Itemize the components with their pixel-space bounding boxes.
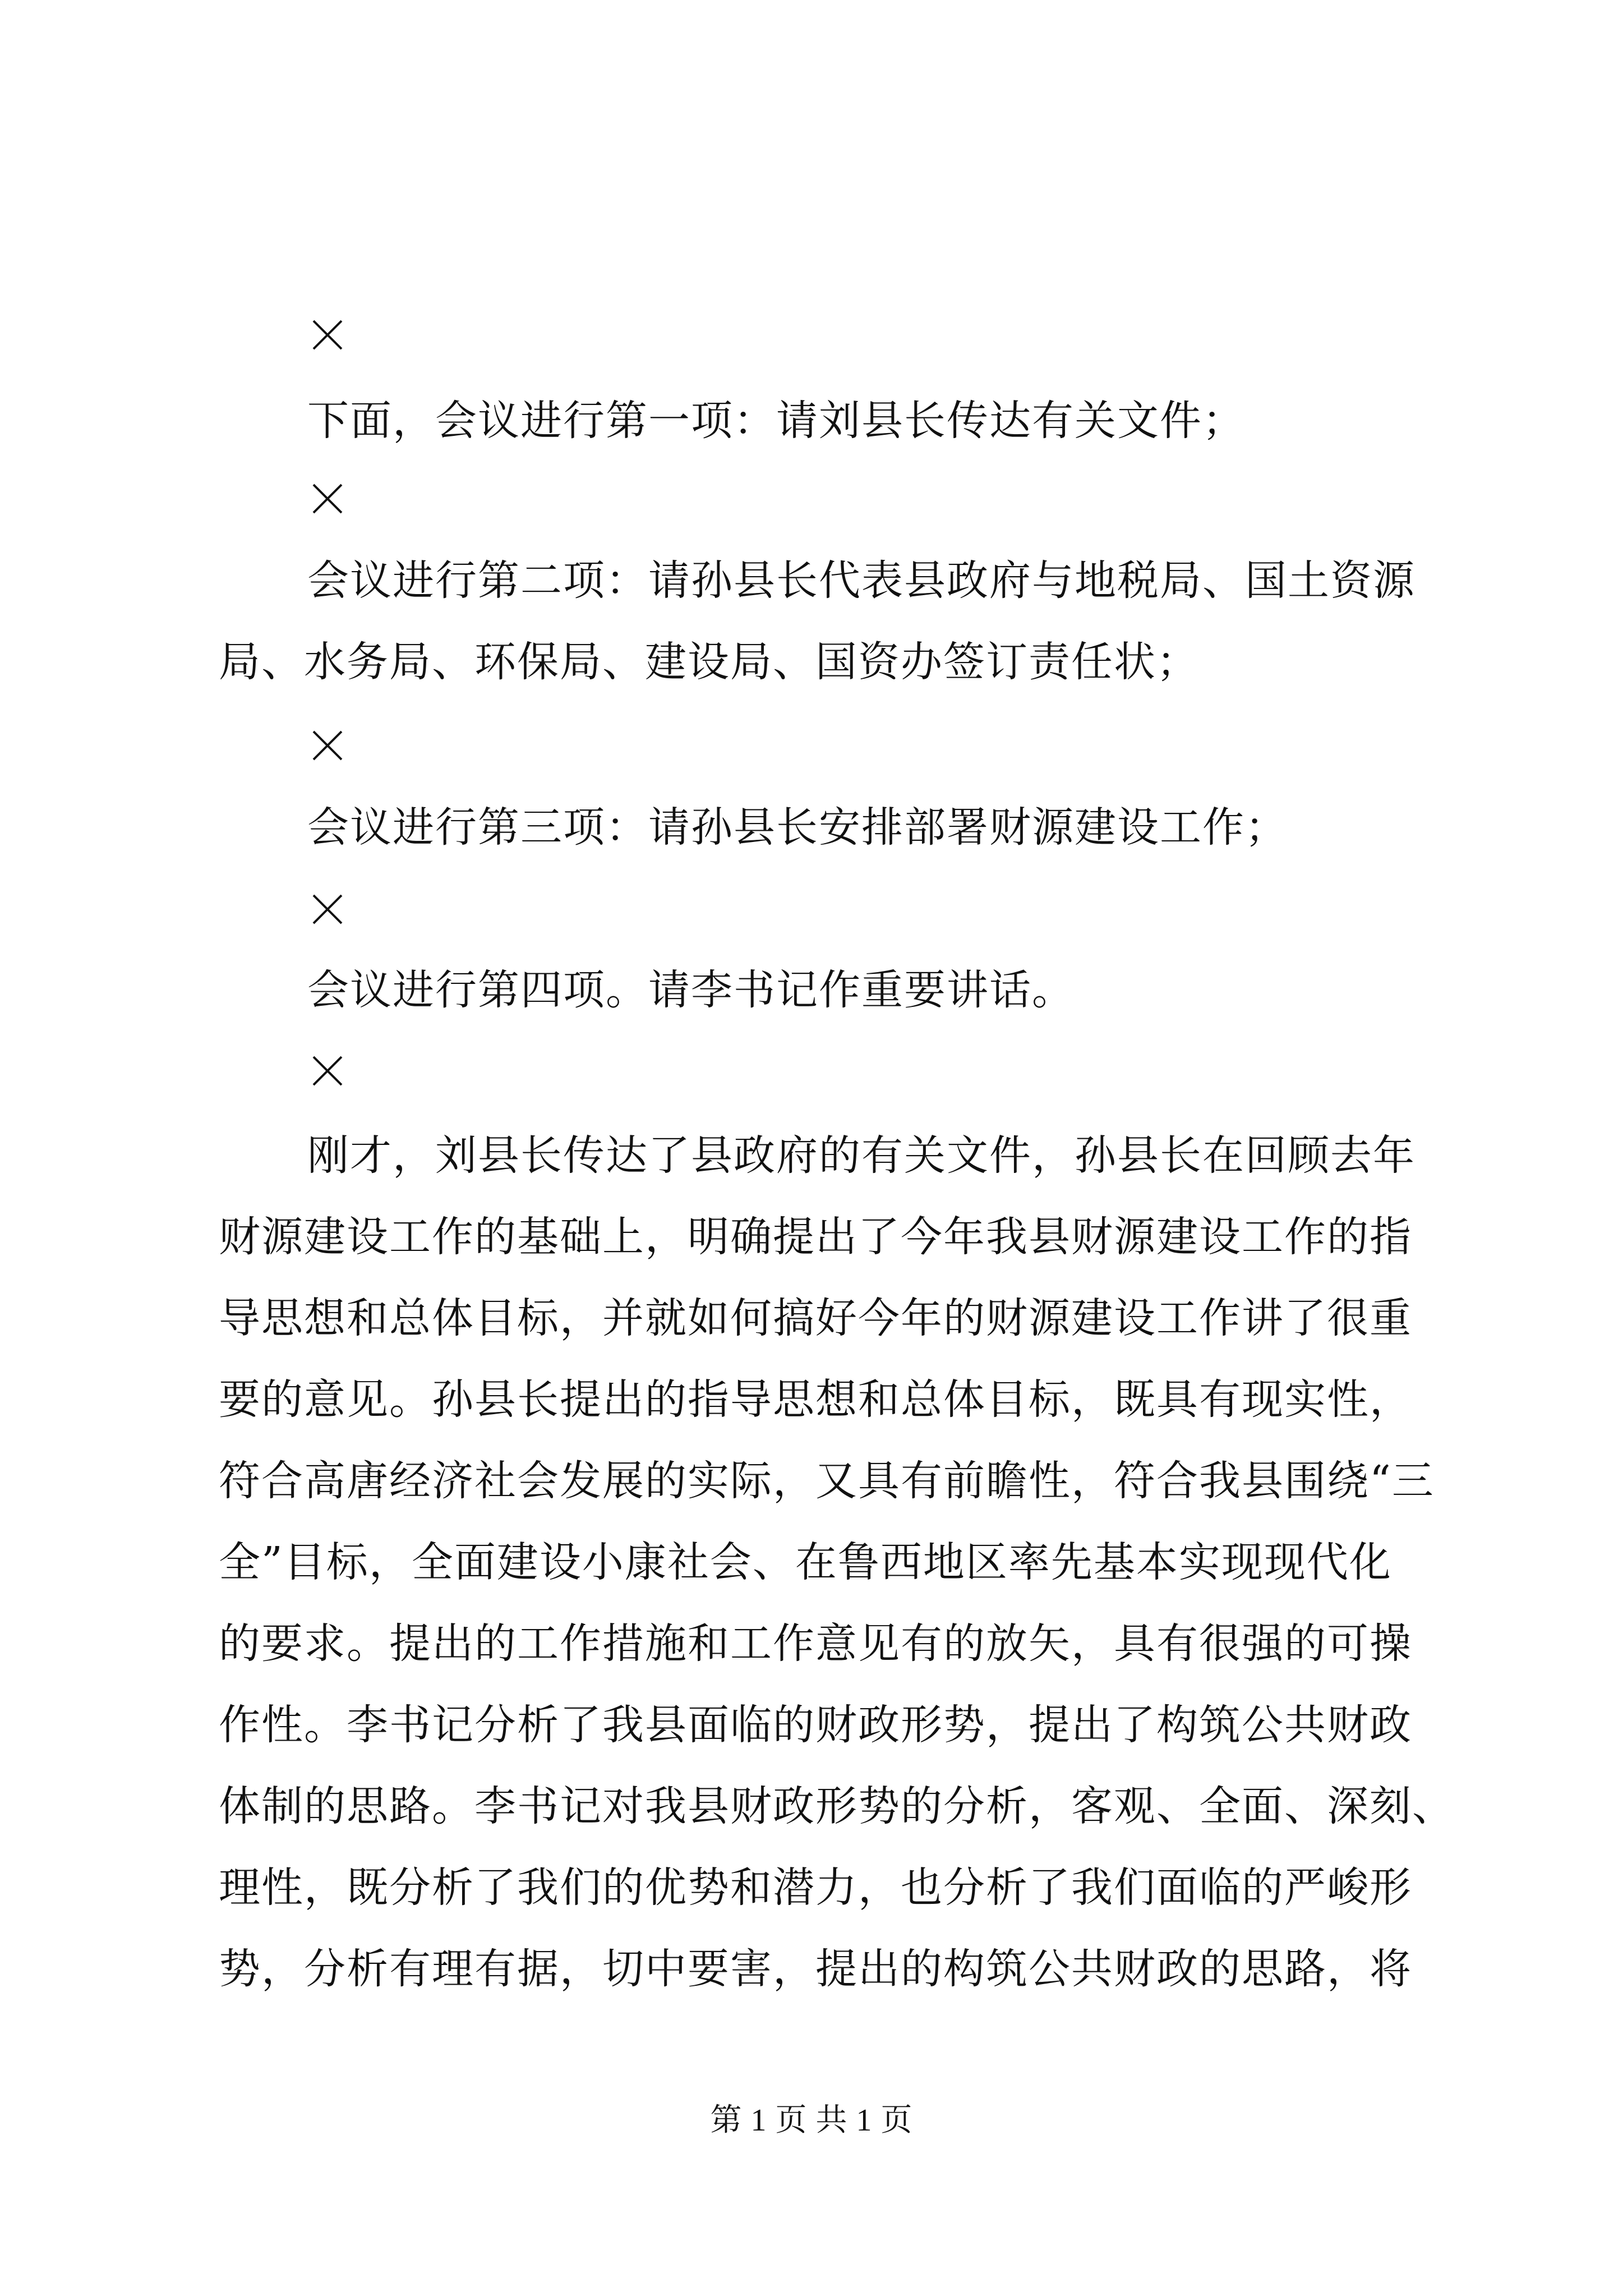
summary-paragraph-line-1: 刚才，刘县长传达了县政府的有关文件，孙县长在回顾去年	[307, 1131, 1415, 1180]
agenda-item-2-line-1: 会议进行第二项：请孙县长代表县政府与地税局、国土资源	[307, 556, 1415, 605]
agenda-item-4: 会议进行第四项。请李书记作重要讲话。	[307, 966, 1075, 1014]
cross-mark-icon	[311, 482, 344, 515]
agenda-item-3: 会议进行第三项：请孙县长安排部署财源建设工作；	[307, 803, 1288, 852]
summary-paragraph-line-9: 体制的思路。李书记对我县财政形势的分析，客观、全面、深刻、	[219, 1782, 1455, 1830]
summary-paragraph-line-8: 作性。李书记分析了我县面临的财政形势，提出了构筑公共财政	[219, 1701, 1412, 1749]
summary-paragraph-line-7: 的要求。提出的工作措施和工作意见有的放矢，具有很强的可操	[219, 1619, 1412, 1668]
cross-mark-icon	[311, 1055, 344, 1087]
summary-paragraph-line-11: 势，分析有理有据，切中要害，提出的构筑公共财政的思路，将	[219, 1945, 1412, 1993]
agenda-item-1: 下面，会议进行第一项：请刘县长传达有关文件；	[307, 397, 1245, 445]
cross-mark-icon	[311, 319, 344, 351]
summary-paragraph-line-4: 要的意见。孙县长提出的指导思想和总体目标，既具有现实性，	[219, 1375, 1412, 1424]
cross-mark-icon	[311, 893, 344, 926]
agenda-item-2-line-2: 局、水务局、环保局、建设局、国资办签订责任状；	[219, 638, 1199, 686]
summary-paragraph-line-3: 导思想和总体目标，并就如何搞好今年的财源建设工作讲了很重	[219, 1294, 1412, 1342]
summary-paragraph-line-6: 全”目标，全面建设小康社会、在鲁西地区率先基本实现现代化	[219, 1538, 1392, 1586]
page-footer: 第 1 页 共 1 页	[710, 2103, 913, 2138]
summary-paragraph-line-10: 理性，既分析了我们的优势和潜力，也分析了我们面临的严峻形	[219, 1864, 1412, 1912]
summary-paragraph-line-5: 符合高唐经济社会发展的实际，又具有前瞻性，符合我县围绕“三	[219, 1457, 1435, 1505]
summary-paragraph-line-2: 财源建设工作的基础上，明确提出了今年我县财源建设工作的指	[219, 1213, 1412, 1261]
cross-mark-icon	[311, 729, 344, 762]
